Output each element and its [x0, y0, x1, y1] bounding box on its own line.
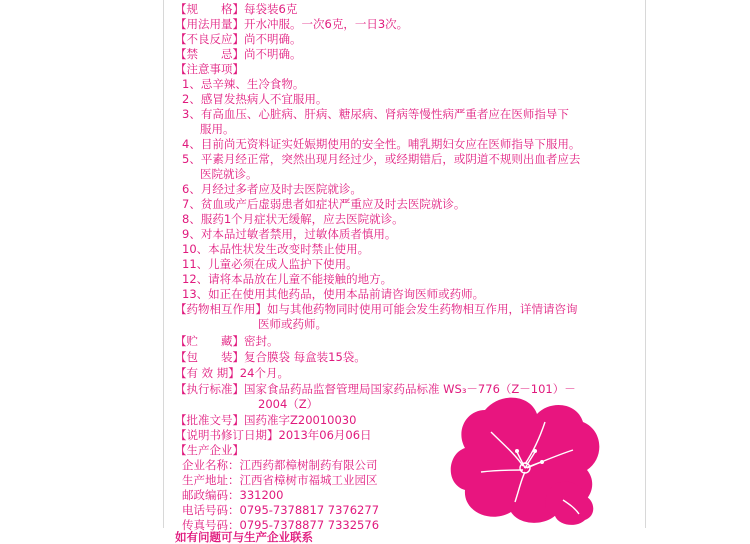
note-item: 9、对本品过敏者禁用，过敏体质者慎用。	[182, 227, 397, 241]
notes-title: 【注意事项】	[175, 62, 244, 76]
revision-line: 【说明书修订日期】2013年06月06日	[175, 428, 372, 442]
contra-line: 【禁 忌】尚不明确。	[175, 47, 302, 61]
maker-info: 生产地址：江西省樟树市福城工业园区	[182, 473, 378, 487]
validity-line: 【有 效 期】24个月。	[175, 366, 289, 380]
standard-line: 【执行标准】国家食品药品监督管理局国家药品标准 WS₃－776（Z－101）－	[175, 382, 576, 396]
maker-info: 传真号码：0795-7378877 7332576	[182, 518, 380, 532]
maker-info: 企业名称：江西药都樟树制药有限公司	[182, 458, 378, 472]
note-item: 8、服药1个月症状无缓解，应去医院就诊。	[182, 212, 404, 226]
note-item: 12、请将本品放在儿童不能接触的地方。	[182, 272, 393, 286]
footer-note: 如有问题可与生产企业联系	[175, 530, 313, 544]
note-item: 1、忌辛辣、生冷食物。	[182, 77, 305, 91]
note-item: 2、感冒发热病人不宜服用。	[182, 92, 328, 106]
approval-line: 【批准文号】国药准字Z20010030	[175, 413, 357, 427]
right-border	[645, 0, 646, 528]
flower-illustration	[445, 392, 605, 528]
note-item: 13、如正在使用其他药品，使用本品前请咨询医师或药师。	[182, 287, 485, 301]
note-item: 服用。	[200, 122, 235, 136]
maker-info: 邮政编码：331200	[182, 488, 284, 502]
note-item: 医院就诊。	[200, 167, 258, 181]
package-line: 【包 装】复合膜袋 每盒装15袋。	[175, 350, 366, 364]
maker-info: 电话号码：0795-7378817 7376277	[182, 503, 380, 517]
interaction-cont: 医师或药师。	[258, 317, 327, 331]
standard-cont: 2004（Z）	[258, 397, 319, 411]
left-border	[163, 0, 164, 528]
note-item: 4、目前尚无资料证实妊娠期使用的安全性。哺乳期妇女应在医师指导下服用。	[182, 137, 581, 151]
interaction-line: 【药物相互作用】如与其他药物同时使用可能会发生药物相互作用，详情请咨询	[175, 302, 578, 316]
adverse-line: 【不良反应】尚不明确。	[175, 32, 302, 46]
note-item: 3、有高血压、心脏病、肝病、糖尿病、肾病等慢性病严重者应在医师指导下	[182, 107, 569, 121]
note-item: 11、儿童必须在成人监护下使用。	[182, 257, 358, 271]
note-item: 10、本品性状发生改变时禁止使用。	[182, 242, 370, 256]
maker-title: 【生产企业】	[175, 443, 244, 457]
note-item: 7、贫血或产后虚弱患者如症状严重应及时去医院就诊。	[182, 197, 466, 211]
usage-line: 【用法用量】开水冲服。一次6克，一日3次。	[175, 17, 409, 31]
note-item: 6、月经过多者应及时去医院就诊。	[182, 182, 362, 196]
storage-line: 【贮 藏】密封。	[175, 334, 279, 348]
spec-line: 【规 格】每袋装6克	[175, 2, 298, 16]
note-item: 5、平素月经正常，突然出现月经过少，或经期错后，或阴道不规则出血者应去	[182, 152, 581, 166]
